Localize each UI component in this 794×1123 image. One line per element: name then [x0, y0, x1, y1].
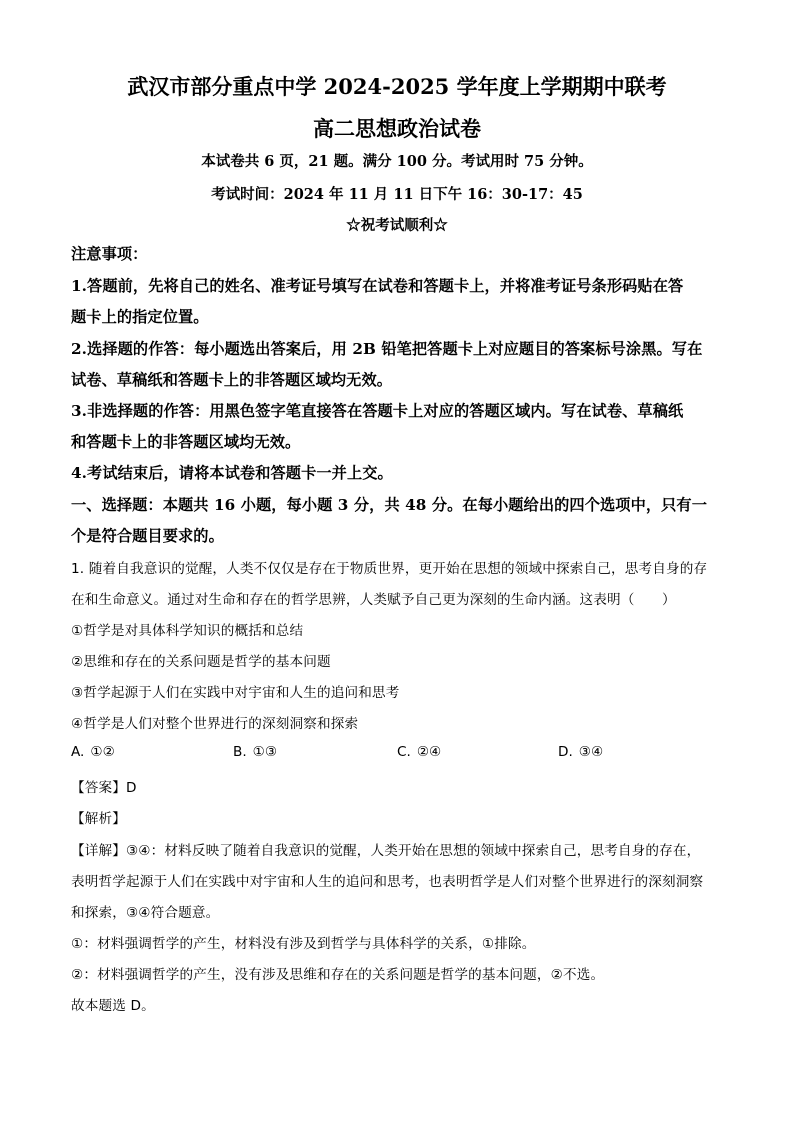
option-label: C. — [397, 744, 411, 760]
conclusion-line: 故本题选 D。 — [71, 998, 155, 1014]
option-label: D. — [558, 744, 573, 760]
exam-title: 武汉市部分重点中学 2024-2025 学年度上学期期中联考 — [127, 74, 667, 99]
option-text: ①② — [90, 744, 115, 760]
statement-1: ①哲学是对具体科学知识的概括和总结 — [71, 623, 304, 639]
section-heading: 个是符合题目要求的。 — [71, 527, 224, 545]
detail-line: 表明哲学起源于人们在实践中对宇宙和人生的追问和思考，也表明哲学是人们对整个世界进行的深刻洞察 — [71, 874, 704, 890]
notice-line: 4.考试结束后，请将本试卷和答题卡一并上交。 — [71, 464, 393, 482]
detail-line: ①：材料强调哲学的产生，材料没有涉及到哲学与具体科学的关系，①排除。 — [71, 936, 536, 952]
notice-line: 2.选择题的作答：每小题选出答案后，用 2B 铅笔把答题卡上对应题目的答案标号涂黑。写在 — [71, 340, 703, 358]
answer-options — [71, 744, 731, 764]
answer-line: 【答案】D — [71, 780, 137, 796]
exam-wish: ☆祝考试顺利☆ — [346, 217, 448, 234]
statement-2: ②思维和存在的关系问题是哲学的基本问题 — [71, 654, 331, 670]
option-c[interactable] — [397, 744, 441, 760]
option-a[interactable] — [71, 744, 115, 760]
notice-line: 1.答题前，先将自己的姓名、准考证号填写在试卷和答题卡上，并将准考证号条形码贴在答 — [71, 277, 684, 295]
question-stem: 在和生命意义。通过对生命和存在的哲学思辨，人类赋予自己更为深刻的生命内涵。这表明（ ） — [71, 592, 676, 608]
detail-line: 和探索，③④符合题意。 — [71, 905, 220, 921]
notice-heading: 注意事项： — [71, 245, 148, 263]
option-label: A. — [71, 744, 85, 760]
option-text: ③④ — [578, 744, 604, 760]
option-text: ②④ — [416, 744, 442, 760]
exam-info: 本试卷共 6 页，21 题。满分 100 分。考试用时 75 分钟。 — [201, 153, 593, 170]
section-heading: 一、选择题：本题共 16 小题，每小题 3 分，共 48 分。在每小题给出的四个选项中，只有一 — [71, 496, 708, 514]
analysis-label: 【解析】 — [71, 811, 126, 827]
statement-3: ③哲学起源于人们在实践中对宇宙和人生的追问和思考 — [71, 685, 400, 701]
notice-line: 题卡上的指定位置。 — [71, 308, 209, 326]
exam-subtitle: 高二思想政治试卷 — [313, 116, 481, 141]
notice-line: 3.非选择题的作答：用黑色签字笔直接答在答题卡上对应的答题区域内。写在试卷、草稿纸 — [71, 402, 684, 420]
detail-line: ②：材料强调哲学的产生，没有涉及思维和存在的关系问题是哲学的基本问题，②不选。 — [71, 967, 605, 983]
exam-time: 考试时间：2024 年 11 月 11 日下午 16：30-17：45 — [211, 186, 583, 203]
detail-line: 【详解】③④：材料反映了随着自我意识的觉醒，人类开始在思想的领域中探索自己，思考自身的存在， — [71, 843, 701, 859]
notice-line: 和答题卡上的非答题区域均无效。 — [71, 433, 301, 451]
question-stem: 1. 随着自我意识的觉醒，人类不仅仅是存在于物质世界，更开始在思想的领域中探索自己，思考自身的存 — [71, 561, 708, 577]
statement-4: ④哲学是人们对整个世界进行的深刻洞察和探索 — [71, 716, 359, 732]
option-b[interactable] — [233, 744, 277, 760]
option-label: B. — [233, 744, 247, 760]
option-d[interactable] — [558, 744, 603, 760]
option-text: ①③ — [252, 744, 278, 760]
notice-line: 试卷、草稿纸和答题卡上的非答题区域均无效。 — [71, 371, 393, 389]
